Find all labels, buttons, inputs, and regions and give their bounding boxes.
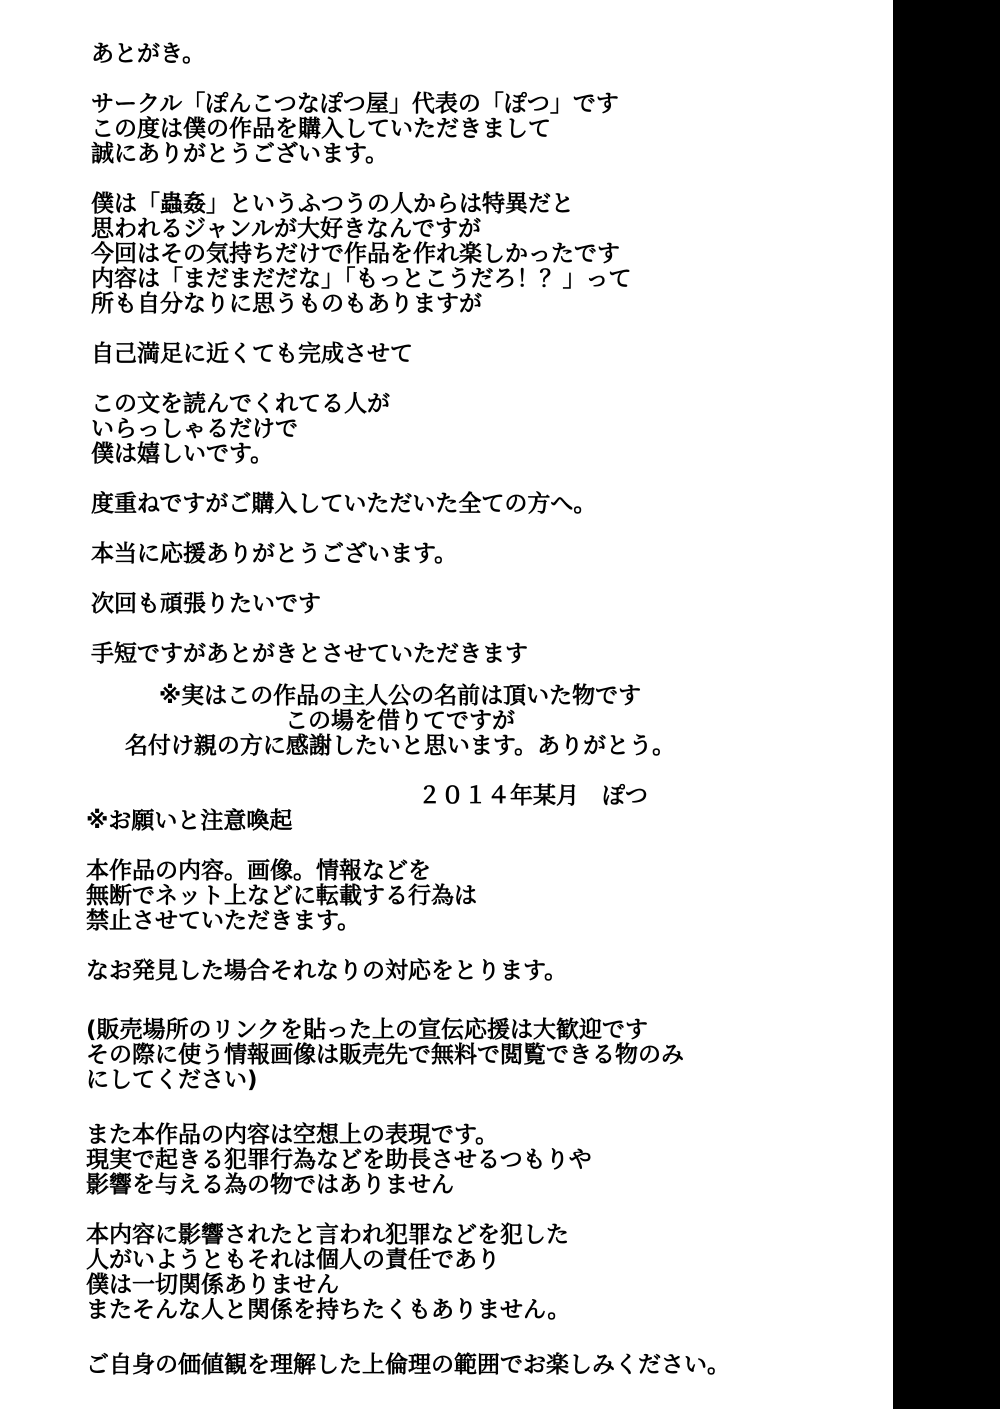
afterword-p4-line3: 僕は嬉しいです。 [91, 441, 274, 467]
notice-p6: ご自身の価値観を理解した上倫理の範囲でお楽しみください。 [86, 1352, 730, 1378]
afterword-p4-line1: この文を読んでくれてる人が [91, 391, 390, 417]
afterword-p2-line4: 内容は「まだまだだな」「もっとこうだろ！？」って [91, 266, 632, 292]
notice-p1-line2: 無断でネット上などに転載する行為は [86, 883, 477, 909]
afterword-p6: 本当に応援ありがとうございます。 [91, 541, 458, 567]
notice-p5-line4: またそんな人と関係を持ちたくもありません。 [86, 1297, 571, 1323]
notice-p3-line3: にしてください) [86, 1067, 258, 1093]
afterword-note-line3: 名付け親の方に感謝したいと思います。ありがとう。 [124, 733, 676, 759]
afterword-p8: 手短ですがあとがきとさせていただきます [91, 641, 528, 667]
notice-p2: なお発見した場合それなりの対応をとります。 [86, 958, 568, 984]
afterword-p4-line2: いらっしゃるだけで [91, 416, 298, 442]
notice-p5-line1: 本内容に影響されたと言われ犯罪などを犯した [86, 1222, 569, 1248]
notice-title: ※お願いと注意喚起 [86, 808, 293, 834]
notice-p4-line1: また本作品の内容は空想上の表現です。 [86, 1122, 499, 1148]
afterword-p3: 自己満足に近くても完成させて [91, 341, 413, 367]
afterword-p2-line2: 思われるジャンルが大好きなんですが [91, 216, 481, 242]
afterword-note-line1: ※実はこの作品の主人公の名前は頂いた物です [158, 683, 642, 709]
notice-p3-line1: (販売場所のリンクを貼った上の宣伝応援は大歓迎です [86, 1017, 649, 1043]
notice-p4-line3: 影響を与える為の物ではありません [86, 1172, 454, 1198]
afterword-signature: ２０１４年某月 ぽつ [418, 783, 648, 809]
afterword-title: あとがき。 [91, 41, 206, 67]
afterword-p2-line1: 僕は「蟲姦」というふつうの人からは特異だと [91, 191, 574, 217]
afterword-p1-line3: 誠にありがとうございます。 [91, 141, 389, 167]
afterword-p5: 度重ねですがご購入していただいた全ての方へ。 [91, 491, 597, 517]
page-edge-black-bar [893, 0, 1000, 1409]
notice-p1-line1: 本作品の内容。画像。情報などを [86, 858, 431, 884]
notice-p3-line2: その際に使う情報画像は販売先で無料で閲覧できる物のみ [86, 1042, 684, 1068]
notice-p5-line3: 僕は一切関係ありません [86, 1272, 339, 1298]
afterword-note-line2: この場を借りてですが [285, 708, 515, 734]
afterword-p7: 次回も頑張りたいです [91, 591, 321, 617]
notice-p4-line2: 現実で起きる犯罪行為などを助長させるつもりや [86, 1147, 592, 1173]
notice-p1-line3: 禁止させていただきます。 [86, 908, 361, 934]
afterword-p2-line3: 今回はその気持ちだけで作品を作れ楽しかったです [91, 241, 620, 267]
notice-p5-line2: 人がいようともそれは個人の責任であり [86, 1247, 500, 1273]
afterword-p1-line2: この度は僕の作品を購入していただきまして [91, 116, 551, 142]
afterword-p1-line1: サークル「ぽんこつなぽつ屋」代表の「ぽつ」です [91, 91, 619, 117]
afterword-p2-line5: 所も自分なりに思うものもありますが [91, 291, 482, 317]
